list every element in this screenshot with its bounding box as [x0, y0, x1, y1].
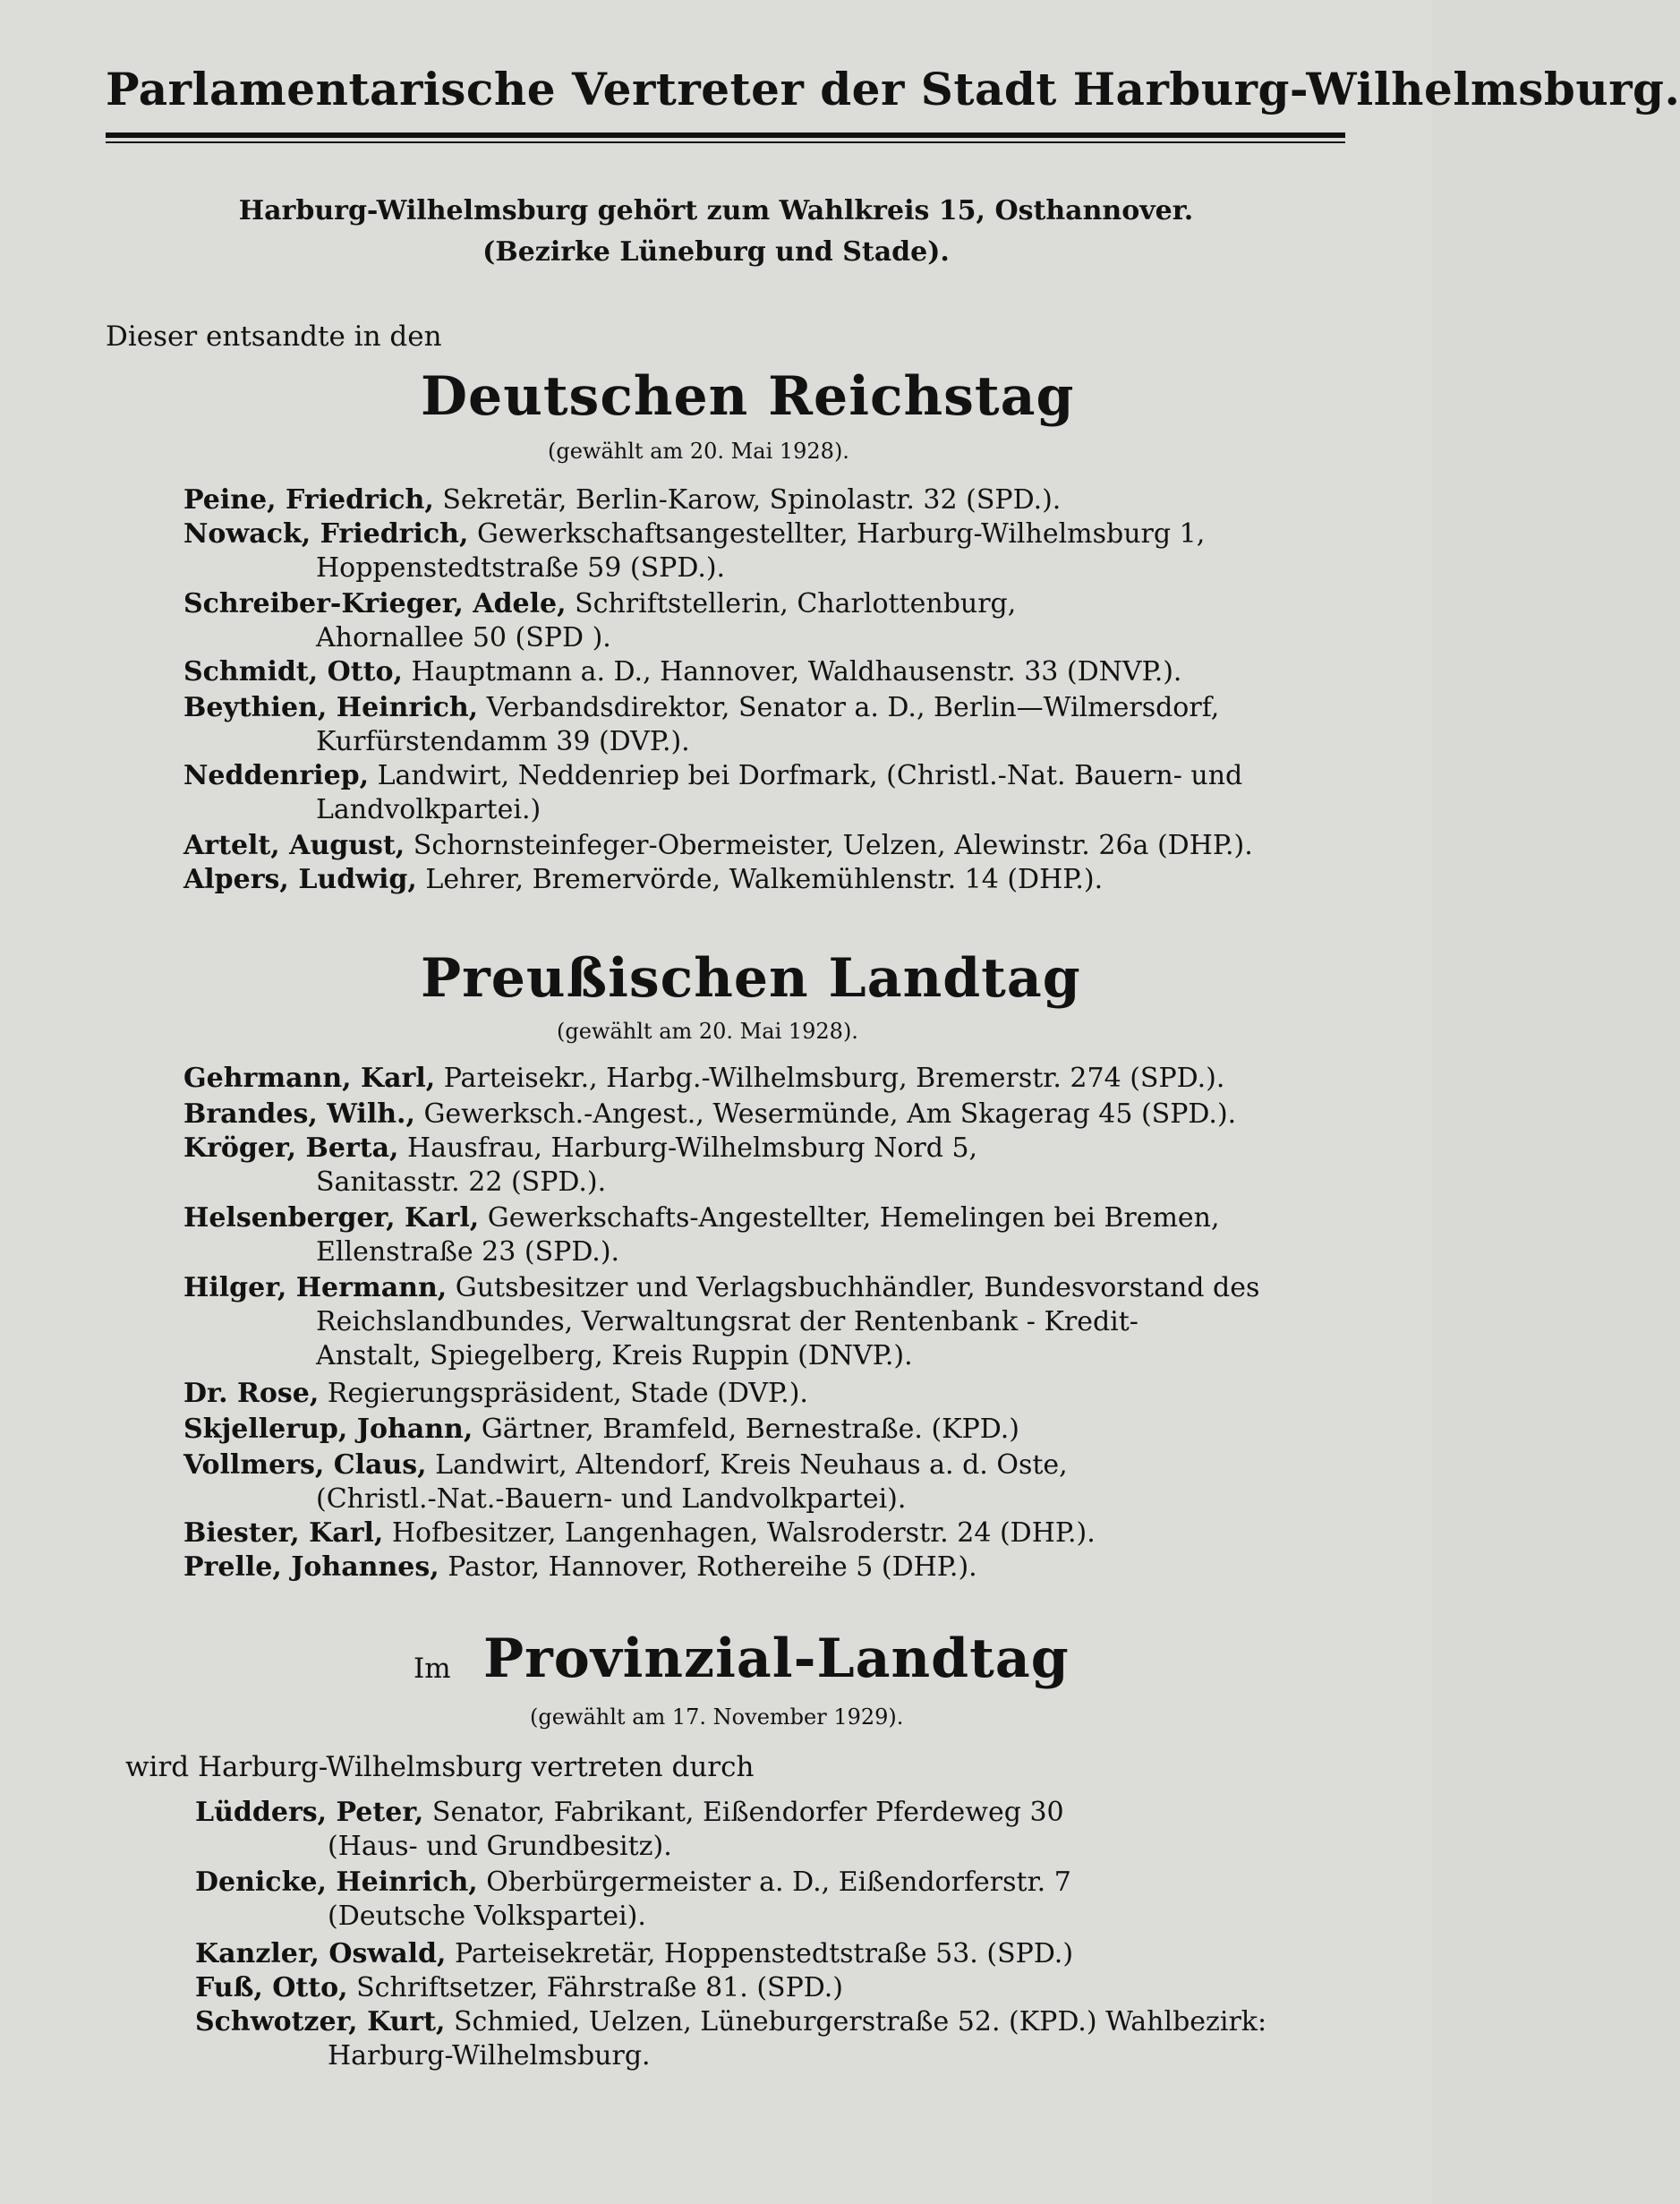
provinzial-date: (gewählt am 17. November 1929). — [530, 1704, 904, 1730]
provinzial-entry — [195, 1866, 1071, 1934]
landtag-entry — [183, 1132, 977, 1200]
entry-details: Verbandsdirektor, Senator a. D., Berlin—Wilmersdorf, — [478, 692, 1220, 723]
landtag-entry — [183, 1098, 1236, 1132]
entry-name: Artelt, August, — [183, 830, 405, 861]
entry-continuation: Ahornallee 50 (SPD ). — [316, 622, 611, 654]
entry-details: Gewerksch.-Angest., Wesermünde, Am Skagerag 45 (SPD.). — [414, 1098, 1237, 1130]
entry-details: Oberbürgermeister a. D., Eißendorferstr. 7 — [477, 1867, 1071, 1898]
entry-details: Parteisekr., Harbg.-Wilhelmsburg, Bremerstr. 274 (SPD.). — [435, 1063, 1225, 1094]
entry-continuation: Harburg-Wilhelmsburg. — [328, 2040, 651, 2072]
reichstag-entry — [183, 691, 1219, 759]
landtag-date: (gewählt am 20. Mai 1928). — [557, 1019, 858, 1044]
entry-name: Skjellerup, Johann, — [183, 1414, 473, 1445]
entry-details: Gutsbesitzer und Verlagsbuchhändler, Bundesvorstand des — [447, 1272, 1260, 1303]
entry-details: Hofbesitzer, Langenhagen, Walsroderstr. 24 (DHP.). — [383, 1517, 1096, 1549]
entry-name: Peine, Friedrich, — [183, 484, 434, 516]
reichstag-entry — [183, 759, 1242, 827]
provinzial-heading: Provinzial-Landtag — [483, 1627, 1070, 1690]
entry-name: Schwotzer, Kurt, — [195, 2006, 446, 2037]
reichstag-entry — [183, 829, 1253, 863]
landtag-entry — [183, 1413, 1019, 1447]
entry-name: Fuß, Otto, — [195, 1972, 348, 2003]
entry-name: Hilger, Hermann, — [183, 1272, 448, 1303]
reichstag-entry — [183, 517, 1205, 585]
entry-name: Kanzler, Oswald, — [195, 1938, 447, 1969]
entry-details: Senator, Fabrikant, Eißendorfer Pferdeweg 30 — [423, 1797, 1064, 1828]
intro-line-2: (Bezirke Lüneburg und Stade). — [482, 236, 950, 268]
provinzial-entry — [195, 1796, 1064, 1864]
entry-name: Dr. Rose, — [183, 1378, 320, 1409]
title-rule-thin — [106, 141, 1345, 143]
entry-name: Kröger, Berta, — [183, 1132, 399, 1164]
entry-details: Parteisekretär, Hoppenstedtstraße 53. (SPD.) — [446, 1938, 1074, 1969]
entry-details: Hauptmann a. D., Hannover, Waldhausenstr. 33 (DNVP.). — [402, 656, 1182, 688]
provinzial-lead: Im — [414, 1653, 451, 1685]
reichstag-entry — [183, 587, 1016, 655]
provinzial-entry — [195, 2005, 1266, 2073]
reichstag-entry — [183, 655, 1181, 689]
entry-name: Biester, Karl, — [183, 1517, 384, 1549]
entry-name: Prelle, Johannes, — [183, 1551, 439, 1583]
entry-name: Nowack, Friedrich, — [183, 518, 469, 550]
entry-details: Schriftstellerin, Charlottenburg, — [566, 588, 1017, 619]
entry-name: Vollmers, Claus, — [183, 1449, 427, 1481]
entry-continuation: Kurfürstendamm 39 (DVP.). — [316, 726, 690, 757]
reichstag-date: (gewählt am 20. Mai 1928). — [548, 439, 849, 464]
entry-details: Sekretär, Berlin-Karow, Spinolastr. 32 (SPD.). — [433, 484, 1062, 516]
reichstag-heading: Deutschen Reichstag — [421, 365, 1075, 428]
provinzial-lead-2: wird Harburg-Wilhelmsburg vertreten durch — [125, 1751, 755, 1783]
entry-continuation: (Deutsche Volkspartei). — [328, 1901, 646, 1932]
entry-details: Lehrer, Bremervörde, Walkemühlenstr. 14 (DHP.). — [416, 864, 1104, 895]
entry-name: Lüdders, Peter, — [195, 1797, 424, 1828]
entry-details: Regierungspräsident, Stade (DVP.). — [319, 1378, 808, 1409]
reichstag-entry — [183, 483, 1061, 517]
landtag-entry — [183, 1377, 808, 1411]
entry-continuation: Ellenstraße 23 (SPD.). — [316, 1236, 620, 1268]
entry-details: Gewerkschafts-Angestellter, Hemelingen bei Bremen, — [479, 1202, 1220, 1234]
entry-name: Brandes, Wilh., — [183, 1098, 415, 1130]
entry-continuation: Hoppenstedtstraße 59 (SPD.). — [316, 552, 726, 584]
entry-details: Pastor, Hannover, Rothereihe 5 (DHP.). — [439, 1551, 977, 1583]
intro-line-1: Harburg-Wilhelmsburg gehört zum Wahlkreis 15, Osthannover. — [238, 195, 1194, 226]
entry-name: Helsenberger, Karl, — [183, 1202, 480, 1234]
entry-name: Alpers, Ludwig, — [183, 864, 417, 895]
entry-continuation: (Haus- und Grundbesitz). — [328, 1831, 672, 1862]
entry-continuation: (Christl.-Nat.-Bauern- und Landvolkpartei). — [316, 1483, 907, 1515]
entry-continuation: Sanitasstr. 22 (SPD.). — [316, 1166, 607, 1198]
entry-name: Beythien, Heinrich, — [183, 692, 479, 723]
entry-name: Denicke, Heinrich, — [195, 1867, 478, 1898]
entry-details: Landwirt, Neddenriep bei Dorfmark, (Christl.-Nat. Bauern- und — [369, 760, 1243, 791]
reichstag-entry — [183, 863, 1103, 897]
title-rule-thick — [106, 132, 1345, 138]
landtag-entry — [183, 1271, 1259, 1373]
entry-details: Schmied, Uelzen, Lüneburgerstraße 52. (KPD.) Wahlbezirk: — [445, 2006, 1267, 2037]
landtag-entry — [183, 1516, 1096, 1550]
entry-name: Gehrmann, Karl, — [183, 1063, 436, 1094]
entry-details: Schriftsetzer, Fährstraße 81. (SPD.) — [347, 1972, 844, 2003]
provinzial-entry — [195, 1971, 843, 2005]
landtag-entry — [183, 1448, 1068, 1516]
reichstag-lead: Dieser entsandte in den — [106, 320, 442, 353]
entry-continuation: Landvolkpartei.) — [316, 794, 542, 825]
entry-details: Landwirt, Altendorf, Kreis Neuhaus a. d. Oste, — [426, 1449, 1068, 1481]
landtag-heading: Preußischen Landtag — [421, 947, 1081, 1010]
entry-name: Neddenriep, — [183, 760, 370, 791]
entry-details: Gärtner, Bramfeld, Bernestraße. (KPD.) — [473, 1414, 1019, 1445]
entry-details: Schornsteinfeger-Obermeister, Uelzen, Alewinstr. 26a (DHP.). — [405, 830, 1253, 861]
entry-continuation: Anstalt, Spiegelberg, Kreis Ruppin (DNVP.). — [316, 1340, 913, 1371]
landtag-entry — [183, 1550, 977, 1585]
entry-name: Schmidt, Otto, — [183, 656, 403, 688]
document-title: Parlamentarische Vertreter der Stadt Harburg-Wilhelmsburg. — [106, 63, 1680, 115]
landtag-entry — [183, 1062, 1224, 1096]
entry-details: Gewerkschaftsangestellter, Harburg-Wilhelmsburg 1, — [468, 518, 1206, 550]
provinzial-entry — [195, 1937, 1073, 1971]
entry-continuation: Reichslandbundes, Verwaltungsrat der Rentenbank - Kredit- — [316, 1306, 1138, 1337]
landtag-entry — [183, 1201, 1220, 1269]
entry-details: Hausfrau, Harburg-Wilhelmsburg Nord 5, — [398, 1132, 978, 1164]
entry-name: Schreiber-Krieger, Adele, — [183, 588, 567, 619]
